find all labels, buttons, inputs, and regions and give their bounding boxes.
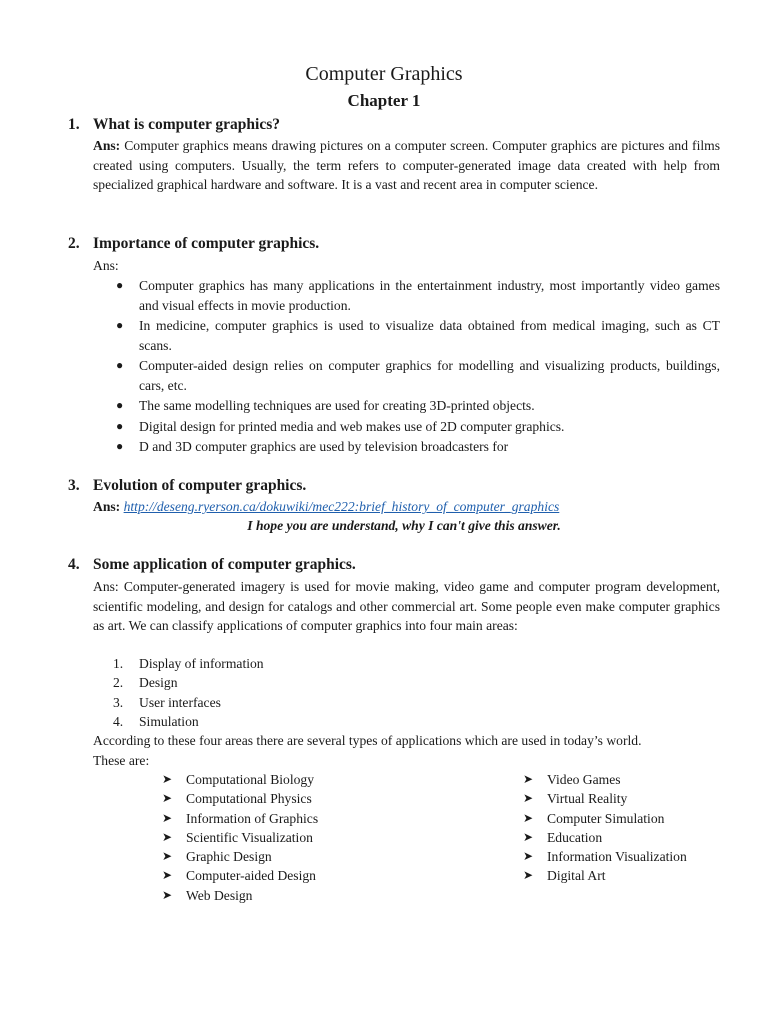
area-number: 4. <box>113 713 124 729</box>
application-label: Computer Simulation <box>547 810 665 826</box>
application-item <box>523 866 687 885</box>
application-label: Computer-aided Design <box>186 868 316 884</box>
application-item <box>523 828 687 847</box>
area-number: 1. <box>113 656 124 671</box>
application-item <box>162 866 318 885</box>
application-label: Education <box>547 829 603 845</box>
q3-number: 3. <box>68 477 80 494</box>
area-item <box>93 673 264 692</box>
q3-ans-label: Ans: <box>93 499 121 514</box>
q2-ans-label: Ans: <box>93 258 119 273</box>
apps-left-list <box>162 770 318 905</box>
application-label: Information of Graphics <box>186 810 319 826</box>
area-item <box>93 654 264 673</box>
arrow-bullet-icon: ➤ <box>523 772 534 786</box>
arrow-bullet-icon: ➤ <box>523 829 534 844</box>
application-label: Computational Biology <box>186 772 315 787</box>
bullet-icon: ● <box>116 358 124 372</box>
bullet-icon: ● <box>116 418 124 433</box>
application-label: Graphic Design <box>186 849 272 865</box>
q2-bullet-list <box>93 276 720 458</box>
q1-answer <box>93 136 720 195</box>
application-label: Digital Art <box>547 868 606 884</box>
q1-number: 1. <box>68 116 80 133</box>
bullet-icon: ● <box>116 439 124 453</box>
bullet-text: Computer-aided design relies on computer graphics for modelling and visualizing products, buildings, cars, etc. <box>139 358 720 393</box>
q2-number: 2. <box>68 235 80 252</box>
arrow-bullet-icon: ➤ <box>523 791 534 806</box>
q2-heading <box>68 234 319 254</box>
q3-answer <box>93 497 559 517</box>
arrow-bullet-icon: ➤ <box>162 791 173 806</box>
application-item <box>162 847 318 866</box>
area-label: Simulation <box>139 713 199 729</box>
bullet-text: In medicine, computer graphics is used to visualize data obtained from medical imaging, such as CT scans. <box>139 318 720 353</box>
bullet-item <box>93 437 720 457</box>
q4-number: 4. <box>68 556 80 573</box>
bullet-item <box>93 356 720 395</box>
application-label: Scientific Visualization <box>186 829 313 845</box>
apps-right-list <box>523 770 687 886</box>
bullet-item <box>93 316 720 355</box>
application-item <box>523 770 687 789</box>
application-item <box>162 809 318 828</box>
q1-ans-label: Ans: <box>93 138 121 153</box>
bullet-icon: ● <box>116 318 124 332</box>
q4-after-line2: These are: <box>93 753 150 768</box>
q4-title: Some application of computer graphics. <box>93 556 356 573</box>
bullet-text: Digital design for printed media and web makes use of 2D computer graphics. <box>139 418 565 434</box>
application-label: Web Design <box>186 887 253 903</box>
area-number: 3. <box>113 694 124 710</box>
q4-intro: Ans: Computer-generated imagery is used for movie making, video game and computer program development, scientific modeling, and design for catalogs and other commercial art. Some people even make computer graphics as art. We can classify applications of computer graphics into four main areas: <box>93 579 720 633</box>
document-title: Computer Graphics <box>305 63 463 85</box>
arrow-bullet-icon: ➤ <box>523 849 534 864</box>
arrow-bullet-icon: ➤ <box>162 849 173 864</box>
area-item <box>93 712 264 731</box>
q1-title: What is computer graphics? <box>93 116 281 133</box>
bullet-item <box>93 417 720 437</box>
q3-note: I hope you are understand, why I can't give this answer. <box>247 518 561 533</box>
area-number: 2. <box>113 675 124 691</box>
area-label: User interfaces <box>139 694 221 710</box>
application-label: Virtual Reality <box>547 791 628 807</box>
arrow-bullet-icon: ➤ <box>162 829 173 844</box>
bullet-text: Computer graphics has many applications in the entertainment industry, most importantly video games and visual effects in movie production. <box>139 278 720 313</box>
application-label: Information Visualization <box>547 849 687 865</box>
bullet-text: D and 3D computer graphics are used by television broadcasters for <box>139 439 509 454</box>
q2-title: Importance of computer graphics. <box>93 235 320 252</box>
arrow-bullet-icon: ➤ <box>523 810 534 825</box>
bullet-icon: ● <box>116 278 124 292</box>
area-label: Display of information <box>139 656 264 671</box>
application-label: Computational Physics <box>186 791 312 807</box>
application-label: Video Games <box>547 772 621 787</box>
q1-answer-text: Computer graphics means drawing pictures on a computer screen. Computer graphics are pictures and films created using computers. Usually, the term refers to computer-generated image data created with help from specialized graphical hardware and software. It is a vast and recent area in computer science. <box>93 138 720 192</box>
application-item <box>162 770 318 789</box>
q3-heading <box>68 476 306 496</box>
arrow-bullet-icon: ➤ <box>162 810 173 825</box>
q3-title: Evolution of computer graphics. <box>93 477 307 494</box>
arrow-bullet-icon: ➤ <box>162 772 173 786</box>
arrow-bullet-icon: ➤ <box>523 868 534 883</box>
bullet-item <box>93 396 720 416</box>
q4-areas-list <box>93 654 264 731</box>
chapter-heading: Chapter 1 <box>347 91 421 110</box>
application-item <box>523 847 687 866</box>
history-link[interactable]: http://deseng.ryerson.ca/dokuwiki/mec222:brief_history_of_computer_graphics <box>123 499 560 514</box>
application-item <box>523 809 687 828</box>
q1-heading <box>68 115 280 135</box>
area-item <box>93 693 264 712</box>
bullet-item <box>93 276 720 315</box>
arrow-bullet-icon: ➤ <box>162 868 173 883</box>
bullet-icon: ● <box>116 398 124 412</box>
q4-after-line1: According to these four areas there are several types of applications which are used in today’s world. <box>93 733 642 748</box>
arrow-bullet-icon: ➤ <box>162 887 173 902</box>
application-item <box>162 789 318 808</box>
application-item <box>162 886 318 905</box>
bullet-text: The same modelling techniques are used for creating 3D-printed objects. <box>139 398 535 413</box>
application-item <box>162 828 318 847</box>
q4-heading <box>68 555 356 575</box>
area-label: Design <box>139 675 178 691</box>
application-item <box>523 789 687 808</box>
